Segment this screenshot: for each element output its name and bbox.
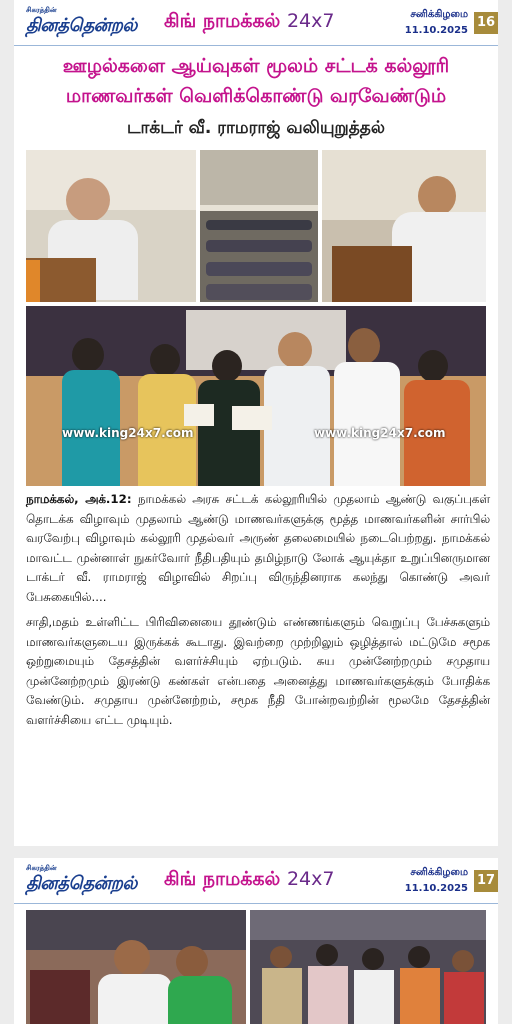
- section-title-suffix: 24x7: [286, 10, 335, 32]
- section-title-suffix: 24x7: [286, 868, 335, 890]
- issue-date: [405, 865, 468, 897]
- section-title: [164, 868, 334, 893]
- section-title-label: கிங் நாமக்கல்: [164, 10, 281, 32]
- issue-date-value: 11.10.2025: [404, 883, 468, 894]
- page-number: 17: [474, 870, 498, 892]
- issue-day: சனிக்கிழமை: [410, 9, 468, 20]
- brand-logo: [26, 6, 144, 42]
- page-header: [14, 858, 498, 904]
- brand-tagline: சிகரத்தின்: [26, 6, 57, 14]
- section-title-label: கிங் நாமக்கல்: [164, 868, 281, 890]
- article-dateline: நாமக்கல், அக்.12:: [26, 492, 132, 506]
- newspaper-page-17: [14, 858, 498, 1024]
- article-body: [26, 490, 490, 736]
- photo-speaker-right: [322, 150, 486, 302]
- issue-date: [405, 7, 468, 39]
- subheadline: டாக்டர் வீ. ராமராஜ் வலியுறுத்தல்: [127, 118, 385, 138]
- page-header: [14, 0, 498, 46]
- brand-name: தினத்தென்றல்: [26, 873, 137, 894]
- photo-audience: [200, 150, 318, 302]
- headline-line-1: ஊழல்களை ஆய்வுகள் மூலம் சட்டக் கல்லூரி: [62, 55, 450, 77]
- watermark-right: www.king24x7.com: [314, 426, 446, 440]
- article-paragraph-1: [26, 490, 490, 607]
- photo-speaker-left: [26, 150, 196, 302]
- photo-students: [250, 910, 486, 1024]
- article-paragraph-2: சாதி,மதம் உள்ளிட்ட பிரிவினையை தூண்டும் எண்ணங்களும் வெறுப்பு பேச்சுகளும் மாணவர்களுடைய இருக்கக் கூடாது. இவற்றை முற்றிலும் ஒழித்தால் மட்டுமே சமூக ஒற்றுமையும் தேசத்தின் வளர்ச்சியும் ஏற்படும். சுய முன்னேற்றமும் சமுதாய முன்னேற்றமும் இரண்டு கண்கள் என்பதை அனைத்து மாணவர்களுக்கும் போதிக்க வேண்டும். சமுதாய முன்னேற்றம், சமூக நீதி போன்றவற்றின் மூலமே தேசத்தின் வளர்ச்சியை எட்ட முடியும்.: [26, 615, 490, 727]
- page-number: 16: [474, 12, 498, 34]
- brand-logo: [26, 864, 144, 900]
- photo-award-ceremony: [26, 306, 486, 486]
- issue-day: சனிக்கிழமை: [410, 867, 468, 878]
- watermark-left: www.king24x7.com: [62, 426, 194, 440]
- issue-date-value: 11.10.2025: [404, 25, 468, 36]
- brand-name: தினத்தென்றல்: [26, 15, 137, 36]
- section-title: [164, 10, 334, 35]
- headline-line-2: மாணவர்கள் வெளிக்கொண்டு வரவேண்டும்: [65, 85, 447, 107]
- article-paragraph-1-text: நாமக்கல் அரசு சட்டக் கல்லூரியில் முதலாம் ஆண்டு வகுப்புகள் தொடக்க விழாவும் முதலாம் ஆண்டு மாணவர்களுக்கு மூத்த மாணவர்களின் சார்பில் வரவேற்பு விழாவும் கல்லூரி முதல்வர் அருண் தலைமையில் நடைபெற்றது. நாமக்கல் மாவட்ட முன்னாள் நுகர்வோர் நீதிபதியும் தமிழ்நாடு லோக் ஆயுக்தா உறுப்பினருமான டாக்டர் வீ. ராமராஜ் விழாவில் சிறப்பு விருந்தினராக கலந்து கொண்டு அவர் பேசுகையில்....: [26, 492, 490, 604]
- newspaper-page-16: [14, 0, 498, 846]
- brand-tagline: சிகரத்தின்: [26, 864, 57, 872]
- photo-dignitaries: [26, 910, 246, 1024]
